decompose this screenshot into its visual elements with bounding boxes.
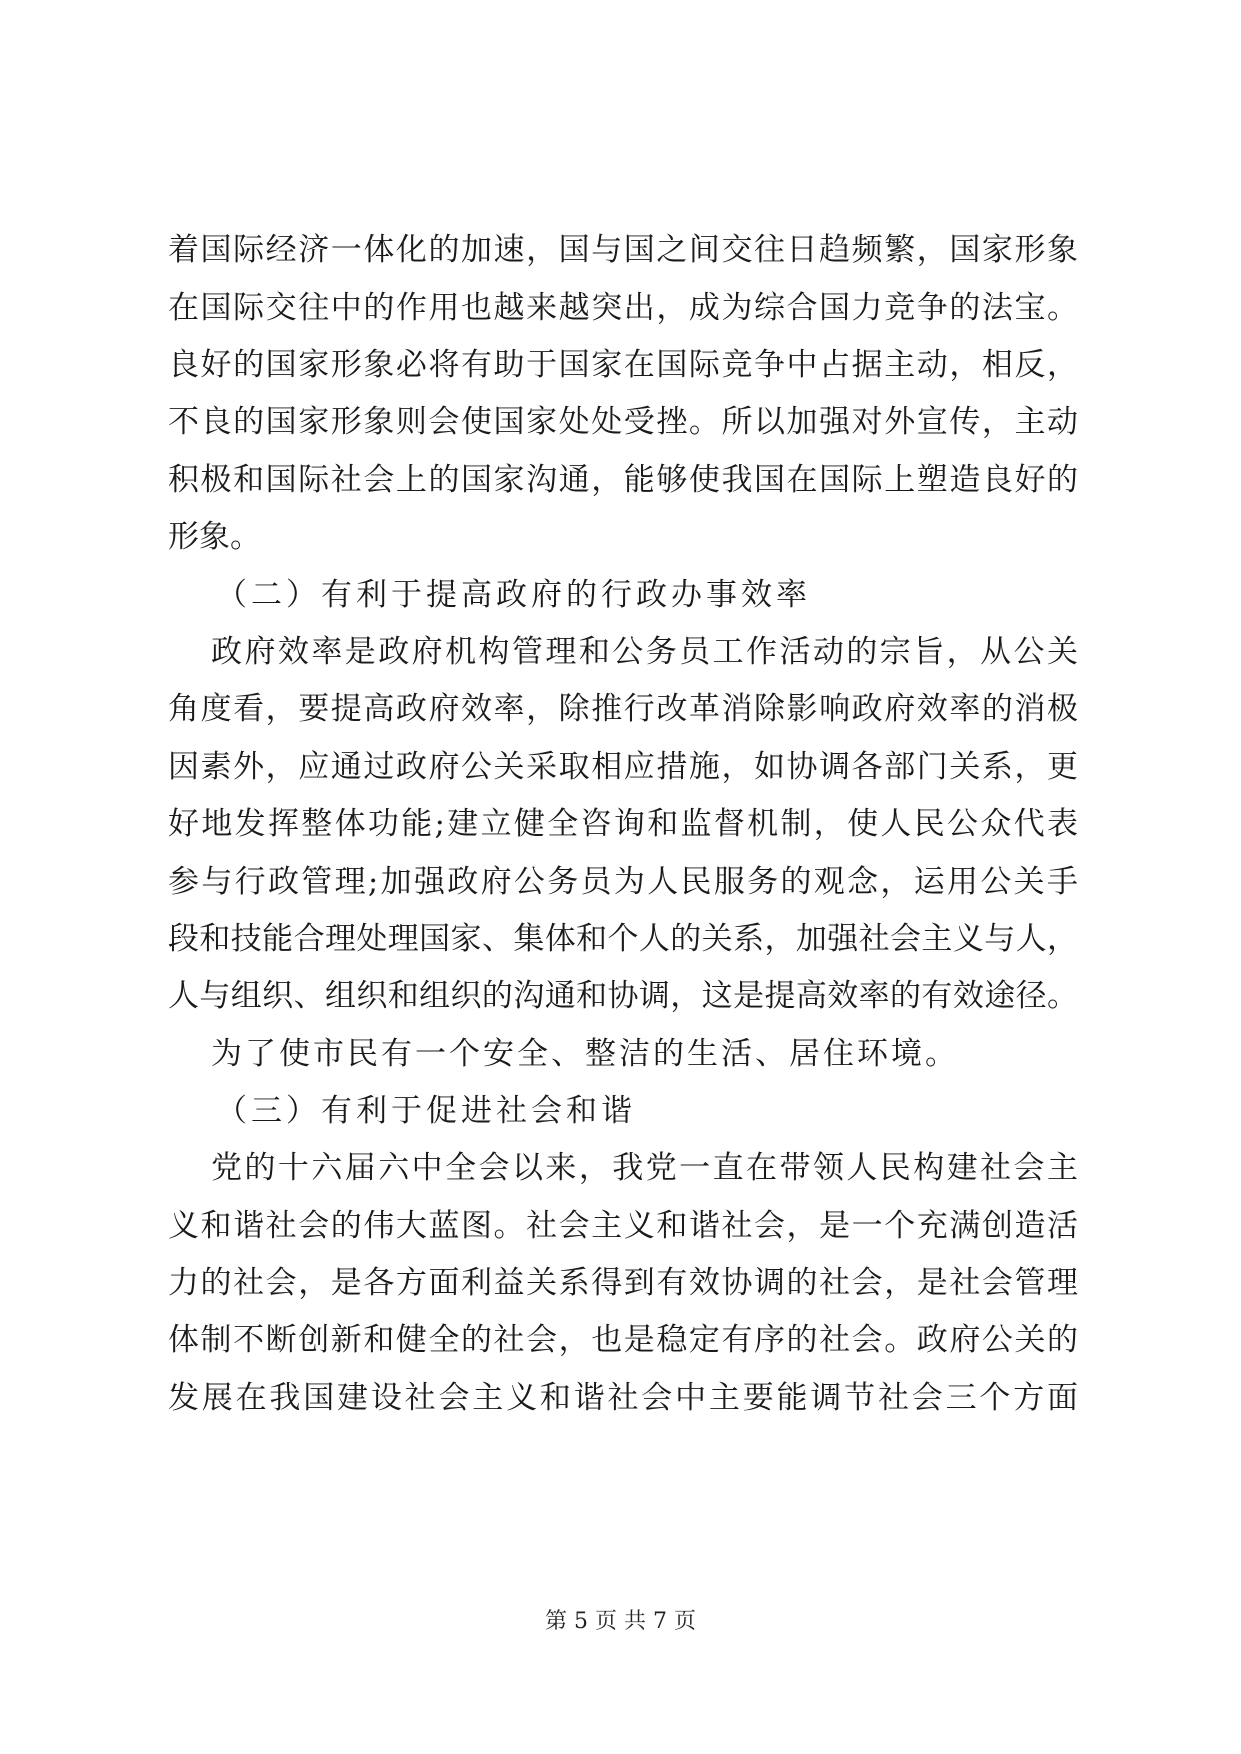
paragraph-first-line: 政府效率是政府机构管理和公务员工作活动的宗旨，从公关 [211, 634, 1078, 670]
section-heading-2: （二）有利于提高政府的行政办事效率 [216, 577, 811, 613]
text-line: 着国际经济一体化的加速，国与国之间交往日趋频繁，国家形象 [168, 232, 1078, 268]
text-line: 力的社会，是各方面利益关系得到有效协调的社会，是社会管理 [168, 1265, 1078, 1301]
paragraph-first-line: 为了使市民有一个安全、整洁的生活、居住环境。 [211, 1036, 959, 1072]
paragraph-first-line: 党的十六届六中全会以来，我党一直在带领人民构建社会主 [211, 1150, 1078, 1186]
text-line: 因素外，应通过政府公关采取相应措施，如协调各部门关系，更 [168, 749, 1078, 785]
text-line: 积极和国际社会上的国家沟通，能够使我国在国际上塑造良好的 [168, 462, 1078, 498]
text-line: 形象。 [168, 519, 261, 555]
text-line: 在国际交往中的作用也越来越突出，成为综合国力竞争的法宝。 [168, 290, 1078, 326]
text-line: 人与组织、组织和组织的沟通和协调，这是提高效率的有效途径。 [168, 978, 1078, 1014]
text-line: 不良的国家形象则会使国家处处受挫。所以加强对外宣传，主动 [168, 404, 1078, 440]
text-line: 参与行政管理;加强政府公务员为人民服务的观念，运用公关手 [168, 864, 1078, 900]
text-line: 体制不断创新和健全的社会，也是稳定有序的社会。政府公关的 [168, 1322, 1078, 1358]
text-line: 角度看，要提高政府效率，除推行改革消除影响政府效率的消极 [168, 691, 1078, 727]
text-line: 发展在我国建设社会主义和谐社会中主要能调节社会三个方面 [168, 1380, 1078, 1416]
section-heading-3: （三）有利于促进社会和谐 [216, 1093, 636, 1129]
text-line: 好地发挥整体功能;建立健全咨询和监督机制，使人民公众代表 [168, 806, 1078, 842]
text-line: 义和谐社会的伟大蓝图。社会主义和谐社会，是一个充满创造活 [168, 1208, 1078, 1244]
page-footer: 第 5 页 共 7 页 [545, 1609, 696, 1634]
text-line: 良好的国家形象必将有助于国家在国际竞争中占据主动，相反， [168, 347, 1078, 383]
text-line: 段和技能合理处理国家、集体和个人的关系，加强社会主义与人， [168, 921, 1078, 957]
